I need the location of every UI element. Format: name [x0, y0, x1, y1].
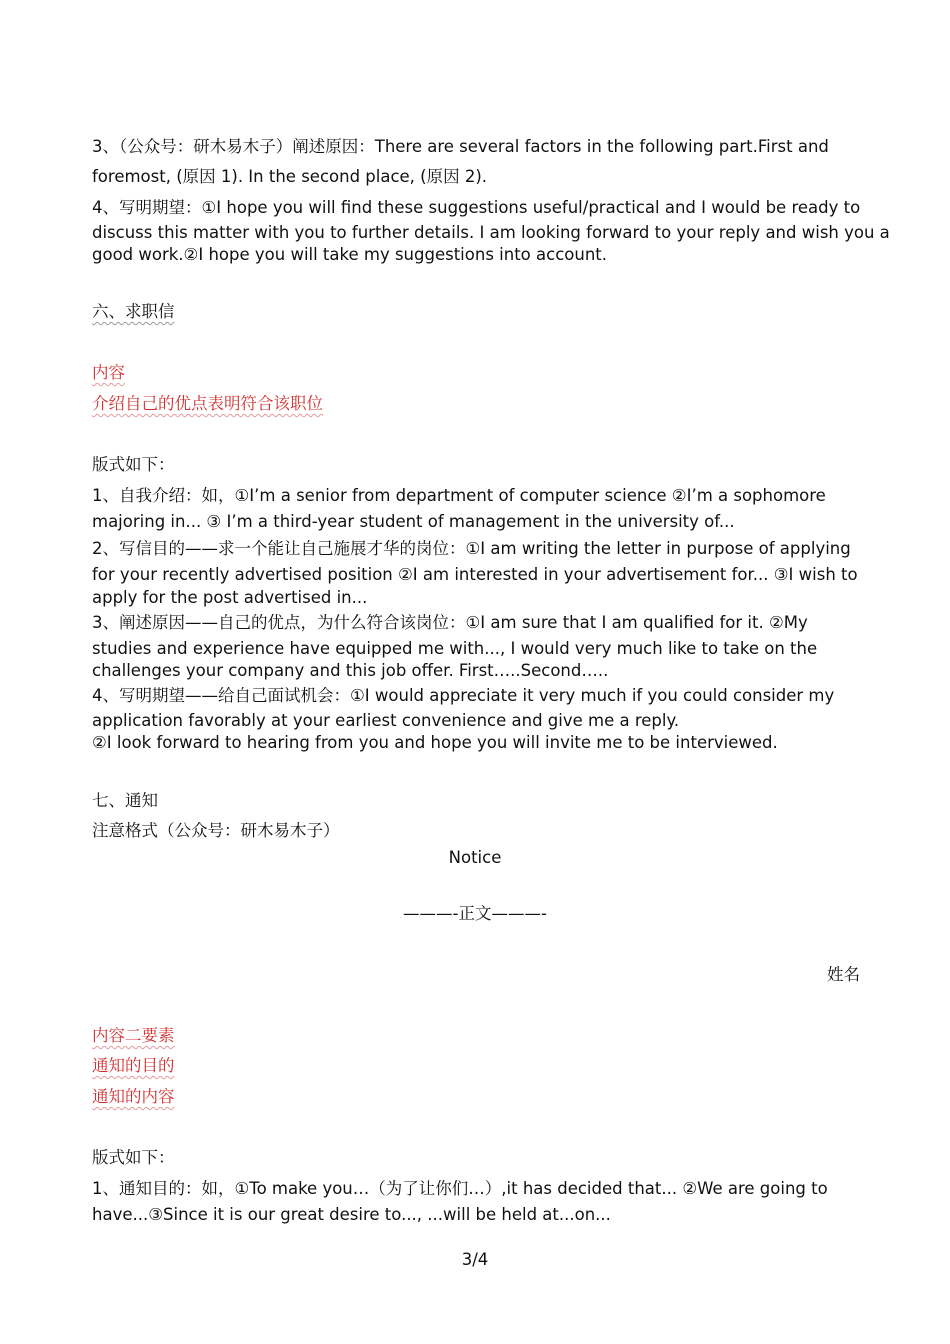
item-self-intro-line1: 1、自我介绍：如，①I’m a senior from department of computer science ②I’m a sophomore — [92, 486, 826, 505]
section-heading-cover-letter: 六、求职信 — [92, 302, 175, 321]
note-format: 注意格式（公众号：研木易木子） — [92, 821, 340, 840]
notice-item-line1: 1、通知目的：如，①To make you…（为了让你们…）,it has decided that... ②We are going to — [92, 1179, 828, 1198]
signature-name: 姓名 — [827, 965, 860, 984]
item-reason-line3: challenges your company and this job offer. First…..Second….. — [92, 661, 609, 680]
paragraph-reason-line2: foremost, (原因 1). In the second place, (原因 2). — [92, 167, 488, 186]
paragraph-expectation-line1: 4、写明期望：①I hope you will find these suggestions useful/practical and I would be ready to — [92, 198, 861, 217]
notice-title: Notice — [448, 848, 502, 867]
format-label-2: 版式如下： — [92, 1148, 175, 1167]
page-number: 3/4 — [461, 1250, 489, 1269]
paragraph-expectation-line3: good work.②I hope you will take my suggestions into account. — [92, 245, 607, 264]
item-self-intro-line2: majoring in... ③ I’m a third-year student of management in the university of... — [92, 512, 735, 531]
item-expect-line2: application favorably at your earliest convenience and give me a reply. — [92, 711, 680, 730]
red-label-intro: 介绍自己的优点表明符合该职位 — [92, 394, 323, 413]
notice-item-line2: have...③Since it is our great desire to..., ...will be held at...on... — [92, 1205, 611, 1224]
item-reason-line1: 3、阐述原因——自己的优点，为什么符合该岗位：①I am sure that I am qualified for it. ②My — [92, 613, 808, 632]
item-expect-line3: ②I look forward to hearing from you and hope you will invite me to be interviewed. — [92, 733, 778, 752]
red-label-content-wrap — [92, 362, 862, 384]
format-label-1: 版式如下： — [92, 455, 175, 474]
section-heading-cover-letter-wrap — [92, 301, 862, 323]
red-label-two-elements: 内容二要素 — [92, 1026, 175, 1045]
red-label-contents-wrap — [92, 1086, 862, 1108]
red-label-two-elements-wrap — [92, 1025, 862, 1047]
body-marker: ———-正文———- — [403, 904, 547, 923]
red-label-contents: 通知的内容 — [92, 1087, 175, 1106]
item-reason-line2: studies and experience have equipped me with..., I would very much like to take on the — [92, 639, 818, 658]
red-label-intro-wrap — [92, 393, 862, 415]
item-purpose-line2: for your recently advertised position ②I am interested in your advertisement for... ③I wish to — [92, 565, 858, 584]
section-heading-notice: 七、通知 — [92, 791, 158, 810]
paragraph-reason-line1: 3、（公众号：研木易木子）阐述原因：There are several factors in the following part.First and — [92, 137, 829, 156]
red-label-purpose: 通知的目的 — [92, 1056, 175, 1075]
item-expect-line1: 4、写明期望——给自己面试机会：①I would appreciate it very much if you could consider my — [92, 686, 835, 705]
red-label-purpose-wrap — [92, 1055, 862, 1077]
red-label-content: 内容 — [92, 363, 125, 382]
item-purpose-line3: apply for the post advertised in... — [92, 588, 368, 607]
item-purpose-line1: 2、写信目的——求一个能让自己施展才华的岗位：①I am writing the letter in purpose of applying — [92, 539, 851, 558]
paragraph-expectation-line2: discuss this matter with you to further details. I am looking forward to your reply and wish you a — [92, 223, 890, 242]
